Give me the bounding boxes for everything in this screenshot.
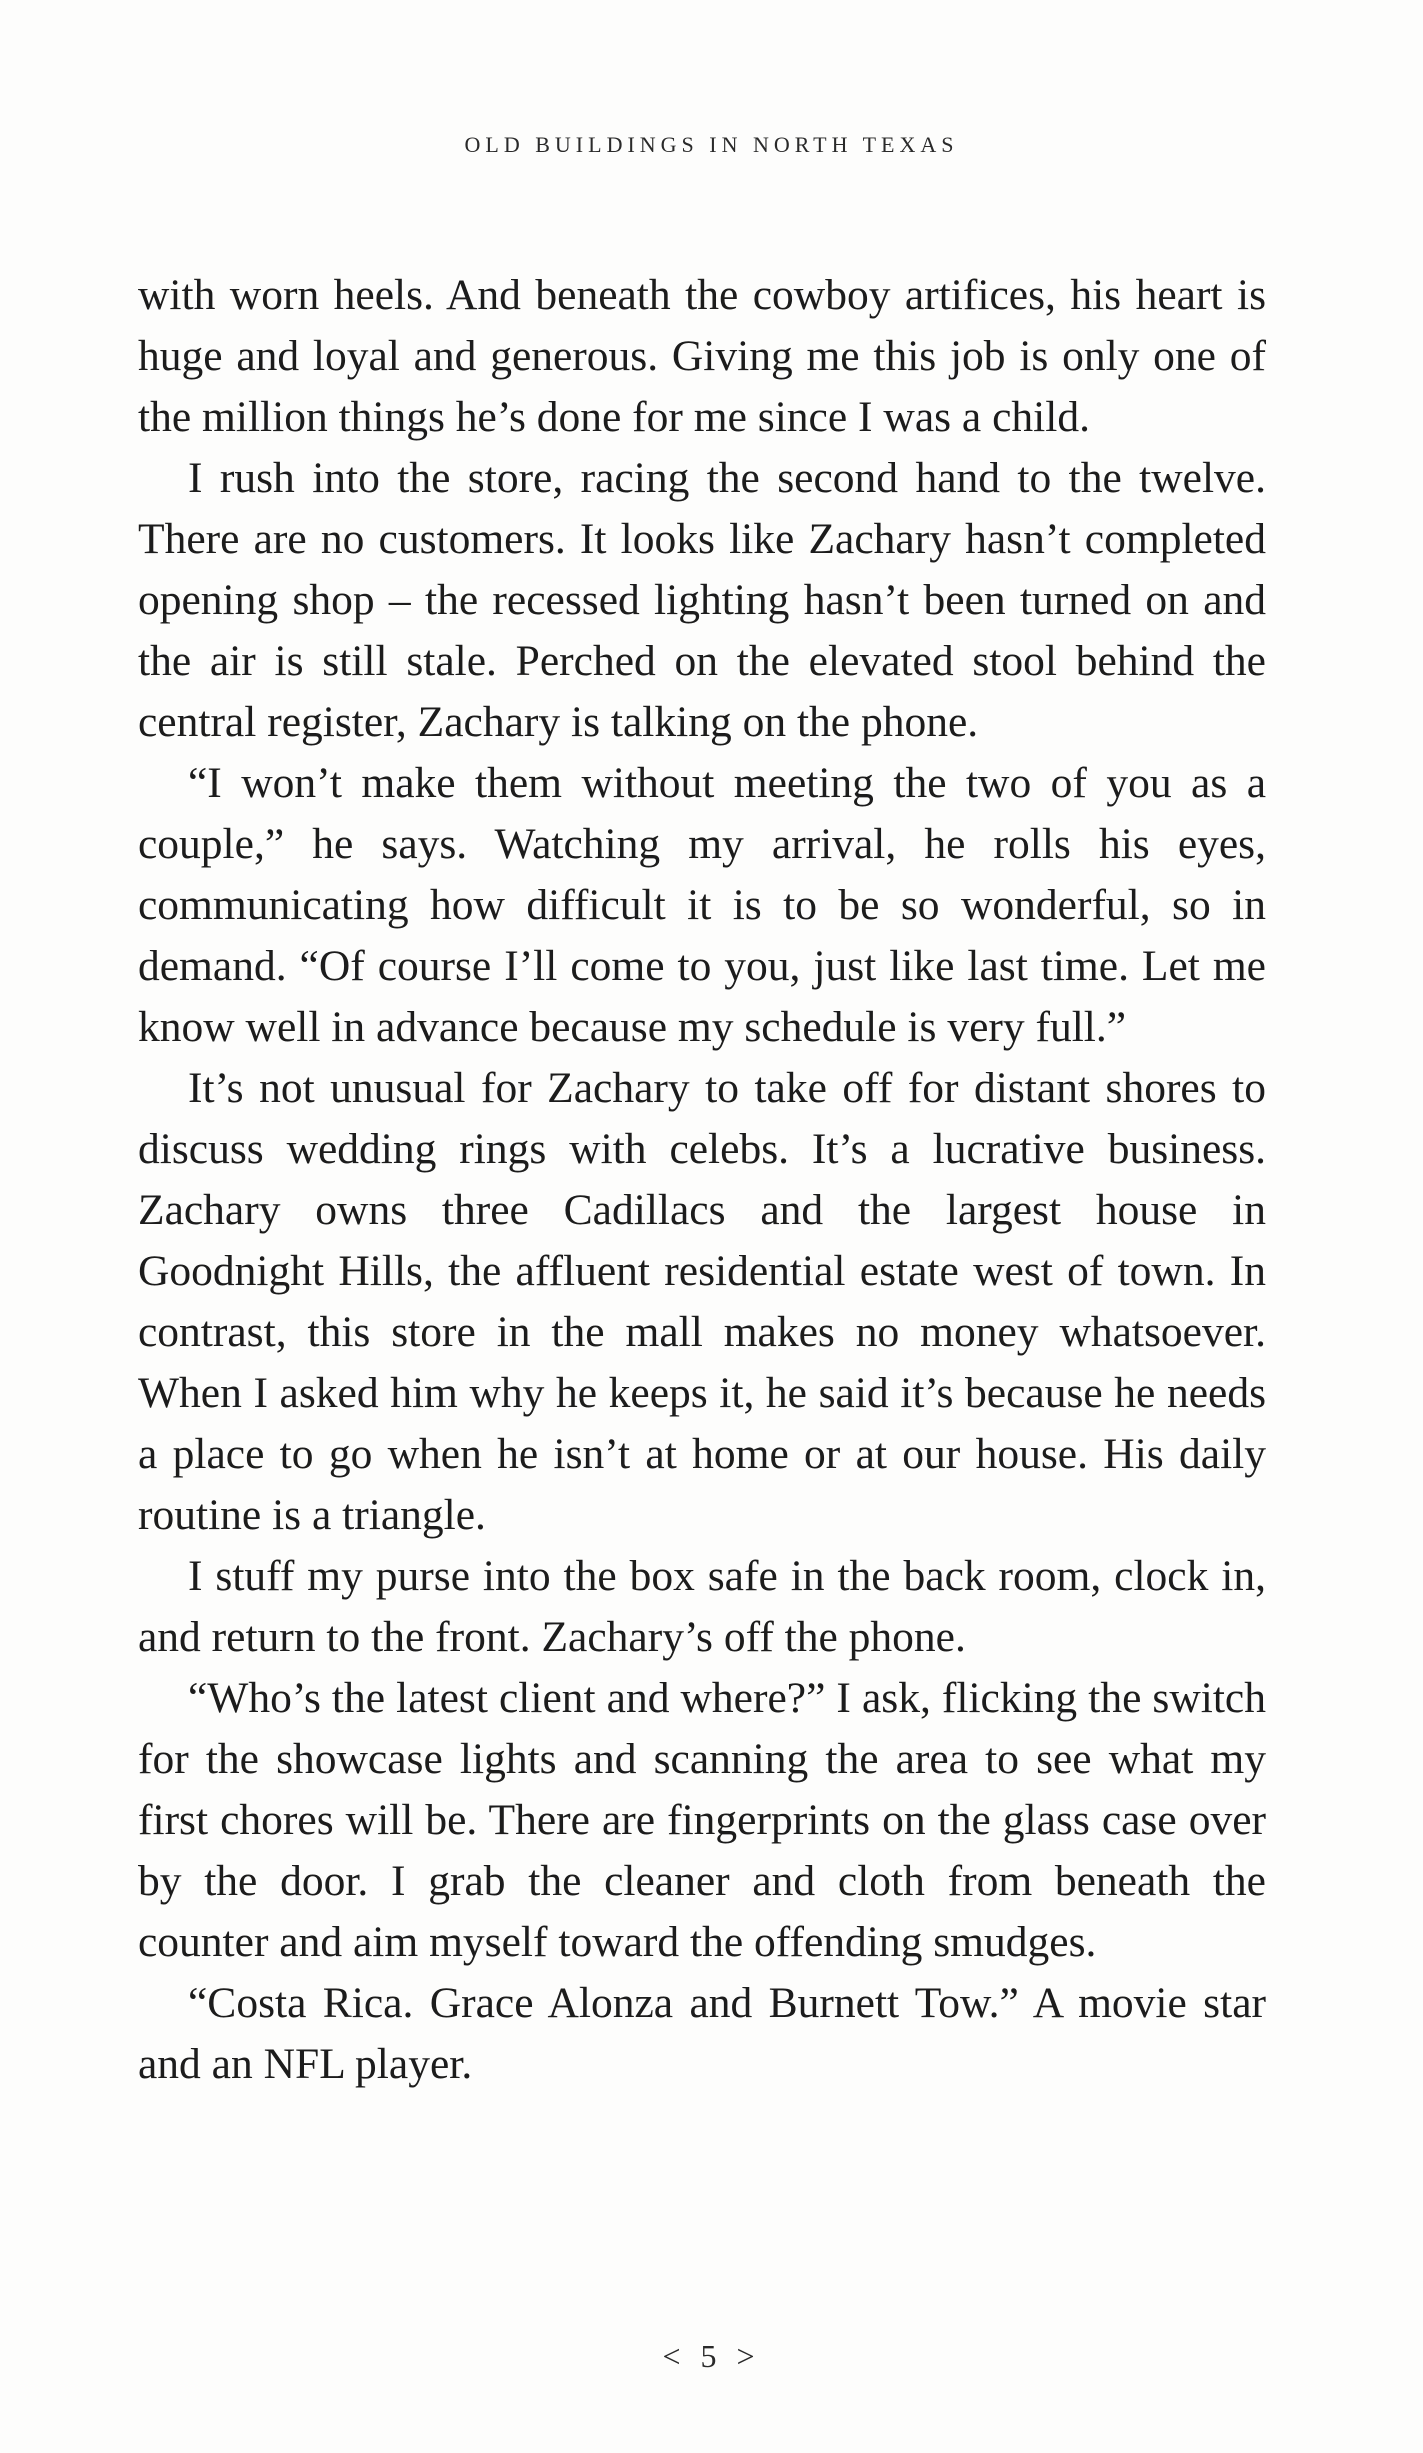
paragraph: “I won’t make them without meeting the two of you as a couple,” he says. Watching my arrival, he rolls his eyes, communicating how difficult it is to be so wonderful, so in demand. “Of course I’ll come to you, just like last time. Let me know well in advance because my schedule is very full.” bbox=[138, 759, 1266, 1051]
paragraph: “Costa Rica. Grace Alonza and Burnett Tow.” A movie star and an NFL player. bbox=[138, 1979, 1266, 2088]
body-text bbox=[138, 265, 1266, 2095]
paragraph: It’s not unusual for Zachary to take off for distant shores to discuss wedding rings with celebs. It’s a lucrative business. Zachary owns three Cadillacs and the largest house in Goodnight Hills, the affluent residential estate west of town. In contrast, this store in the mall makes no money whatsoever. When I asked him why he keeps it, he said it’s because he needs a place to go when he isn’t at home or at our house. His daily routine is a triangle. bbox=[138, 1064, 1266, 1539]
paragraph: I stuff my purse into the box safe in the back room, clock in, and return to the front. Zachary’s off the phone. bbox=[138, 1552, 1266, 1661]
page-number: < 5 > bbox=[662, 2338, 761, 2374]
paragraph: I rush into the store, racing the second hand to the twelve. There are no customers. It looks like Zachary hasn’t completed opening shop – the recessed lighting hasn’t been turned on and the air is still stale. Perched on the elevated stool behind the central register, Zachary is talking on the phone. bbox=[138, 454, 1266, 746]
paragraph: “Who’s the latest client and where?” I ask, flicking the switch for the showcase lights and scanning the area to see what my first chores will be. There are fingerprints on the glass case over by the door. I grab the cleaner and cloth from beneath the counter and aim myself toward the offending smudges. bbox=[138, 1674, 1266, 1966]
running-head: OLD BUILDINGS IN NORTH TEXAS bbox=[464, 132, 959, 157]
paragraph: with worn heels. And beneath the cowboy artifices, his heart is huge and loyal and generous. Giving me this job is only one of the million things he’s done for me since I was a child. bbox=[138, 271, 1266, 441]
